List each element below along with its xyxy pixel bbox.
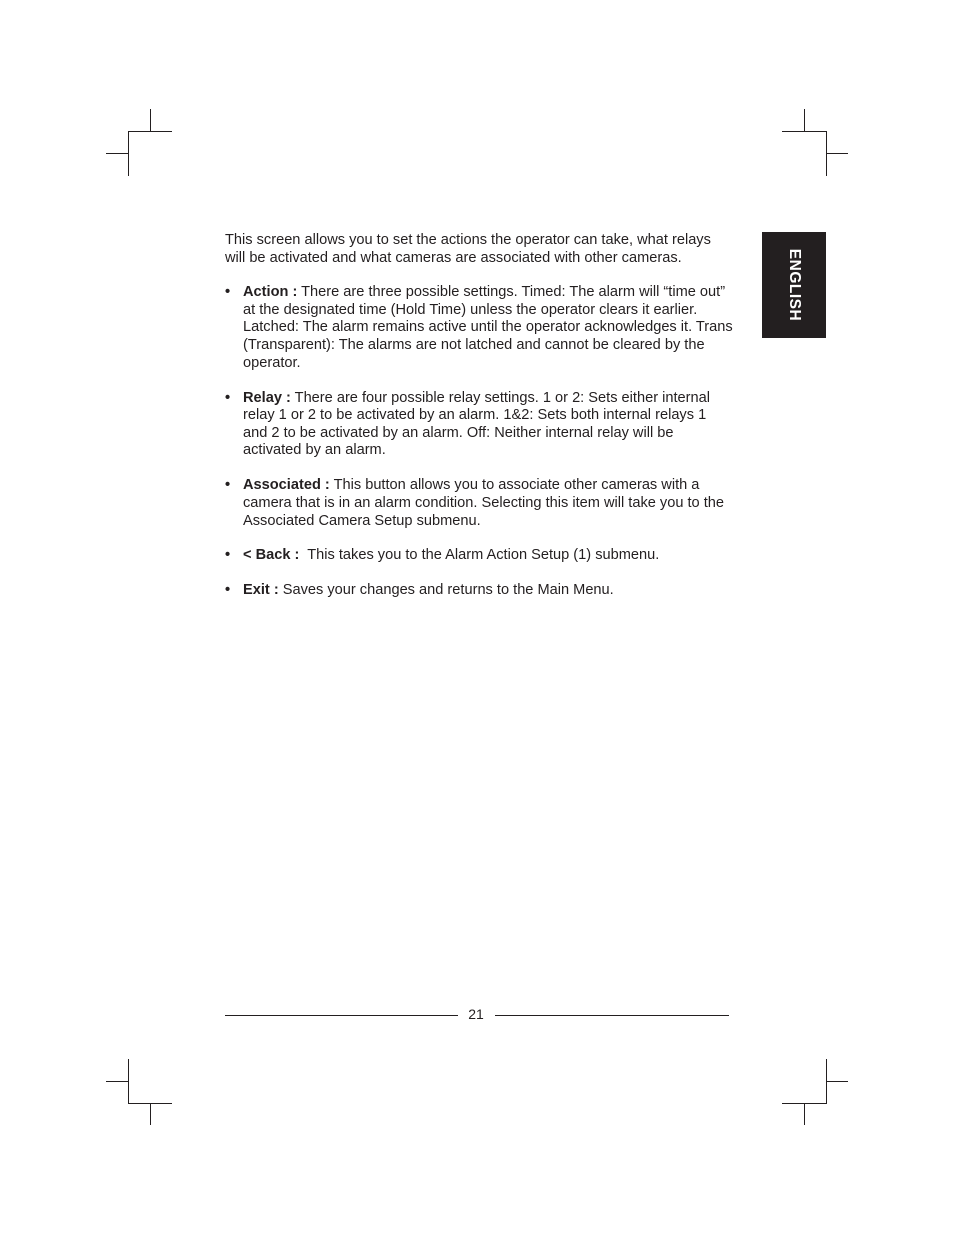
bullet-icon: • — [225, 582, 231, 599]
crop-mark-bottom-right-horizontal — [826, 1081, 848, 1082]
list-item-action — [225, 284, 733, 372]
crop-mark-top-right-horizontal — [782, 131, 826, 132]
list-item-associated — [225, 477, 733, 530]
term-back: < Back : — [243, 547, 300, 564]
crop-mark-top-left-vertical — [150, 109, 151, 131]
list-item-exit — [225, 582, 733, 600]
description-back: This takes you to the Alarm Action Setup (1) submenu. — [299, 547, 660, 564]
description-relay: There are four possible relay settings. 1 or 2: Sets either internal relay 1 or 2 to be activated by an alarm. 1&2: Sets both internal relays 1 and 2 to be activated by an alarm. Off: Neither internal relay will be activated by an alarm. — [243, 389, 710, 459]
footer-rule-left — [225, 1015, 458, 1016]
crop-mark-bottom-left-vertical — [128, 1059, 129, 1104]
description-exit: Saves your changes and returns to the Main Menu. — [278, 582, 614, 599]
bullet-icon: • — [225, 547, 231, 564]
list-item-relay — [225, 390, 733, 460]
term-relay: Relay : — [243, 389, 291, 406]
list-item-back — [225, 547, 733, 565]
crop-mark-bottom-right-vertical-2 — [804, 1103, 805, 1125]
term-associated: Associated : — [243, 477, 330, 494]
bullet-icon: • — [225, 389, 231, 406]
crop-mark-top-left-horizontal — [128, 131, 172, 132]
language-tab-label: ENGLISH — [786, 248, 803, 322]
description-associated: This button allows you to associate other cameras with a camera that is in an alarm condition. Selecting this item will take you to the Associated Camera Setup submenu. — [243, 477, 725, 529]
term-action: Action : — [243, 284, 298, 301]
bullet-icon: • — [225, 477, 231, 494]
description-action: There are three possible settings. Timed: The alarm will “time out” at the designated time (Hold Time) unless the operator clears it earlier. Latched: The alarm remains active until the operator acknowledges it. Trans (Transparent): The alarms are not latched and cannot be cleared by the operator. — [243, 284, 733, 371]
settings-list — [225, 284, 733, 600]
page-body — [225, 232, 733, 617]
crop-mark-top-left-vertical-2 — [128, 131, 129, 176]
crop-mark-top-right-vertical — [804, 109, 805, 131]
bullet-icon: • — [225, 284, 231, 301]
language-tab — [762, 232, 826, 338]
crop-mark-top-left-horizontal-2 — [106, 153, 128, 154]
page-number: 21 — [468, 1006, 484, 1022]
crop-mark-bottom-left-vertical-2 — [150, 1103, 151, 1125]
term-exit: Exit : — [243, 582, 279, 599]
footer-rule-right — [495, 1015, 729, 1016]
crop-mark-top-right-horizontal-2 — [826, 153, 848, 154]
intro-paragraph: This screen allows you to set the actions the operator can take, what relays will be activated and what cameras are associated with other cameras. — [225, 232, 711, 266]
crop-mark-bottom-left-horizontal — [106, 1081, 128, 1082]
